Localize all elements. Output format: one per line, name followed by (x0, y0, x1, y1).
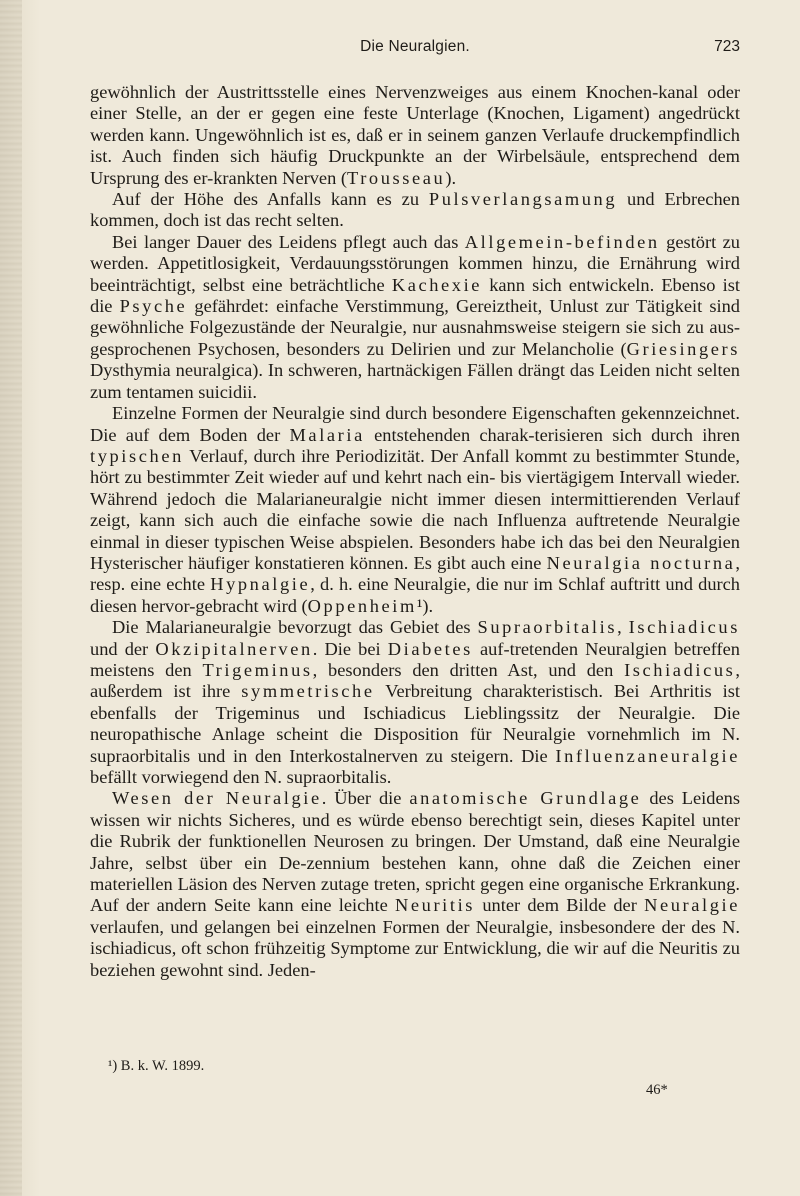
running-title: Die Neuralgien. (360, 38, 470, 55)
paragraph: Bei langer Dauer des Leidens pflegt auch das Allgemein-befinden gestört zu werden. Appetitlosigkeit, Verdauungsstörungen kommen hinzu, die Ernährung wird beeinträchtigt, selbst eine beträchtliche Kachexie kann sich entwickeln. Ebenso ist die Psyche gefährdet: einfache Verstimmung, Gereiztheit, Unlust zur Tätigkeit sind gewöhnliche Folgezustände der Neuralgie, nur ausnahmsweise steigern sie sich zu aus-gesprochenen Psychosen, besonders zu Delirien und zur Melancholie (Griesingers Dysthymia neuralgica). In schweren, hartnäckigen Fällen drängt das Leiden nicht selten zum tentamen suicidii. (90, 231, 740, 402)
footnote: ¹) B. k. W. 1899. (108, 1058, 205, 1074)
page-header (90, 36, 740, 60)
page-edge-shadow (0, 0, 22, 1196)
signature-mark: 46* (646, 1082, 668, 1098)
paragraph: Auf der Höhe des Anfalls kann es zu Pulsverlangsamung und Erbrechen kommen, doch ist das recht selten. (90, 189, 741, 231)
paragraph: Einzelne Formen der Neuralgie sind durch besondere Eigenschaften gekennzeichnet. Die auf dem Boden der Malaria entstehenden charak-terisieren sich durch ihren typischen Verlauf, durch ihre Periodizität. Der Anfall kommt zu bestimmter Stunde, hört zu bestimmter Zeit wieder auf und kehrt nach ein- bis viertägigem Intervall wieder. Während jedoch die Malarianeuralgie nicht immer diesen intermittierenden Verlauf zeigt, kann sich auch die einfache sowie die nach Influenza auftretende Neuralgie einmal in dieser typischen Weise abspielen. Besonders habe ich das bei den Neuralgien Hysterischer häufiger konstatieren können. Es gibt auch eine Neuralgia nocturna, resp. eine echte Hypnalgie, d. h. eine Neuralgie, die nur im Schlaf auftritt und durch diesen hervor-gebracht wird (Oppenheim¹). (90, 403, 740, 616)
paragraph: Die Malarianeuralgie bevorzugt das Gebiet des Supraorbitalis, Ischiadicus und der Okzipitalnerven. Die bei Diabetes auf-tretenden Neuralgien betreffen meistens den Trigeminus, besonders den dritten Ast, und den Ischiadicus, außerdem ist ihre symmetrische Verbreitung charakteristisch. Bei Arthritis ist ebenfalls der Trigeminus und Ischiadicus Lieblingssitz der Neuralgie. Die neuropathische Anlage scheint die Disposition für Neuralgie vornehmlich im N. supraorbitalis und in den Interkostalnerven zu steigern. Die Influenzaneuralgie befällt vorwiegend den N. supraorbitalis. (90, 617, 741, 787)
paragraph: gewöhnlich der Austrittsstelle eines Nervenzweiges aus einem Knochen-kanal oder einer Stelle, an der er gegen eine feste Unterlage (Knochen, Ligament) angedrückt werden kann. Ungewöhnlich ist es, daß er in seinem ganzen Verlaufe druckempfindlich ist. Auch finden sich häufig Druckpunkte an der Wirbelsäule, entsprechend dem Ursprung des er-krankten Nerven (Trousseau). (90, 82, 740, 188)
paragraph: Wesen der Neuralgie. Über die anatomische Grundlage des Leidens wissen wir nichts Sicheres, und es würde ebenso berechtigt sein, dieses Kapitel unter die Rubrik der funktionellen Neurosen zu bringen. Der Umstand, daß eine Neuralgie Jahre, selbst über ein De-zennium bestehen kann, ohne daß die Zeichen einer materiellen Läsion des Nerven zutage treten, spricht gegen eine organische Erkrankung. Auf der andern Seite kann eine leichte Neuritis unter dem Bilde der Neuralgie verlaufen, und gelangen bei einzelnen Formen der Neuralgie, insbesondere der des N. ischiadicus, oft schon frühzeitig Symptome zur Entwicklung, die wir auf die Neuritis zu beziehen gewohnt sind. Jeden- (90, 788, 740, 980)
page-number: 723 (714, 38, 740, 55)
body-text (90, 82, 740, 981)
